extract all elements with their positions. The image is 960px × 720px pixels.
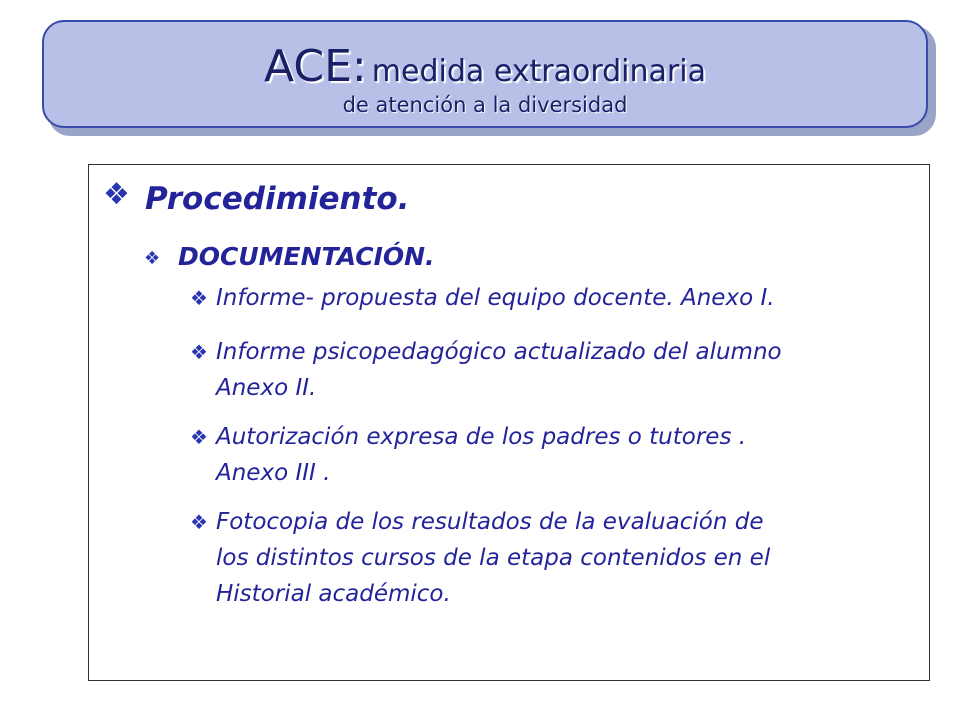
list-item-line: Anexo II.	[216, 375, 317, 401]
diamond-cluster-icon: ❖	[144, 248, 161, 269]
diamond-cluster-icon: ❖	[190, 510, 208, 534]
list-item-line: Informe- propuesta del equipo docente. Anexo I.	[216, 285, 775, 311]
list-item-line: Fotocopia de los resultados de la evaluación de	[216, 509, 764, 535]
title-banner	[42, 20, 928, 128]
title-subtitle-inline: medida extraordinaria	[371, 54, 706, 89]
list-item	[190, 334, 921, 406]
diamond-cluster-icon: ❖	[190, 340, 208, 364]
list-item	[190, 504, 921, 612]
list-item	[190, 419, 921, 491]
content-panel	[88, 164, 930, 681]
diamond-cluster-icon: ❖	[103, 177, 130, 212]
heading-procedimiento	[103, 177, 410, 219]
subheading-text: DOCUMENTACIÓN.	[178, 242, 435, 271]
subheading-documentacion	[144, 237, 435, 277]
heading-text: Procedimiento.	[145, 181, 410, 217]
title-main: ACE:	[264, 41, 367, 92]
list-item-line: Autorización expresa de los padres o tutores .	[216, 424, 747, 450]
list-item-line: Informe psicopedagógico actualizado del alumno	[216, 339, 782, 365]
list-item-line: los distintos cursos de la etapa contenidos en el	[216, 545, 771, 571]
list-item-line: Historial académico.	[216, 581, 451, 607]
title-line-2: de atención a la diversidad	[342, 93, 628, 117]
list-item-line: Anexo III .	[216, 460, 331, 486]
diamond-cluster-icon: ❖	[190, 286, 208, 310]
diamond-cluster-icon: ❖	[190, 425, 208, 449]
list-item	[190, 280, 921, 316]
